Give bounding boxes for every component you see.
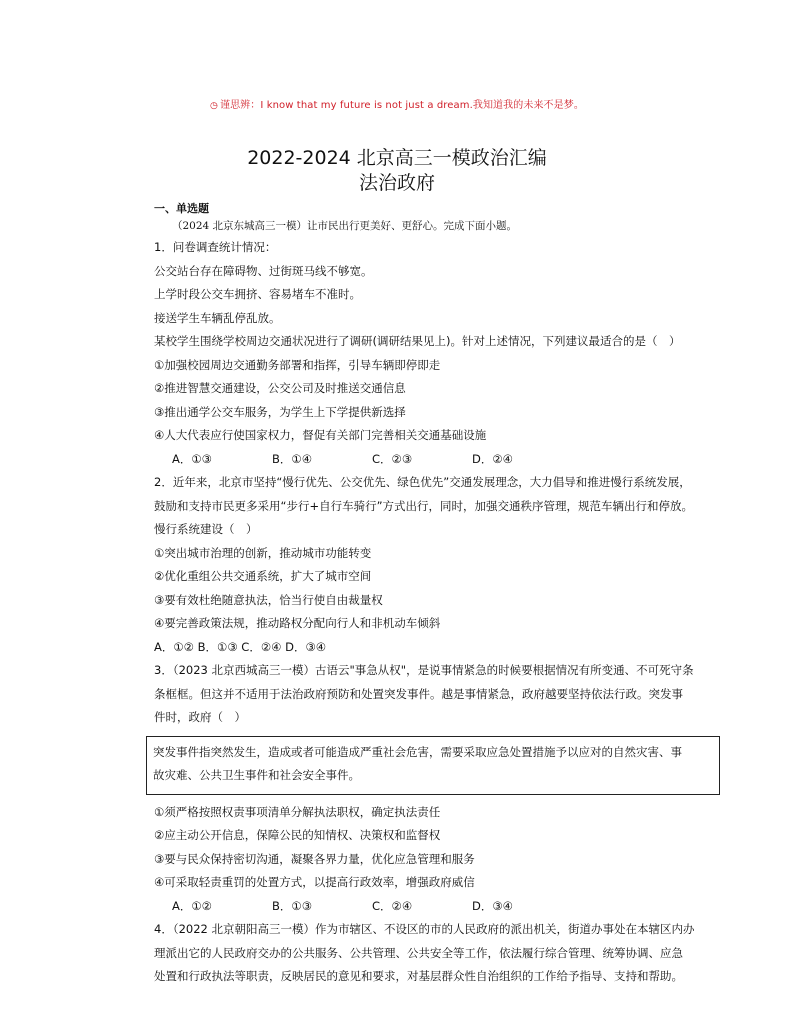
section-heading: 一、单选题 (154, 202, 209, 215)
document-body (154, 200, 714, 989)
title-line-1: 2022-2024 北京高三一模政治汇编 (247, 147, 547, 169)
header-note (0, 96, 794, 111)
q1-option-b: B．①④ (272, 451, 313, 466)
q2-item-3: ③要有效杜绝随意执法，恰当行使自由裁量权 (154, 592, 383, 607)
q3-material-box (146, 736, 720, 795)
q2-item-1: ①突出城市治理的创新，推动城市功能转变 (154, 545, 372, 560)
q2-stem-line-3: 慢行系统建设（ ） (154, 522, 258, 536)
q3-option-a: A．①② (172, 898, 212, 913)
q4-stem-line-3: 处置和行政执法等职责，反映居民的意见和要求，对基层群众性自治组织的工作给予指导、支持和帮助。 (154, 969, 683, 983)
q3-stem-line-1: 3．（2023 北京西城高三一模）古语云"事急从权"，是说事情紧急的时候要根据情况有所变通、不可死守条 (154, 663, 694, 677)
q1-question: 某校学生围绕学校周边交通状况进行了调研(调研结果见上)。针对上述情况，下列建议最适合的是（ ） (154, 334, 681, 348)
q1-option-d: D．②④ (472, 451, 513, 466)
q2-item-2: ②优化重组公共交通系统，扩大了城市空间 (154, 569, 372, 583)
q1-item-1: ①加强校园周边交通勤务部署和指挥，引导车辆即停即走 (154, 357, 441, 372)
document-title (0, 146, 794, 196)
q1-option-a: A．①③ (172, 451, 212, 466)
q3-stem-line-3: 件时，政府（ ） (154, 710, 246, 724)
question-1 (154, 236, 714, 471)
q3-item-4: ④可采取轻责重罚的处置方式，以提高行政效率，增强政府威信 (154, 875, 475, 889)
q4-stem-line-2: 理派出它的人民政府交办的公共服务、公共管理、公共安全等工作，依法履行综合管理、统筹协调、应急 (154, 945, 683, 960)
q1-stem: 1．问卷调查统计情况： (154, 240, 277, 254)
q3-item-2: ②应主动公开信息，保障公民的知情权、决策权和监督权 (154, 828, 441, 842)
q3-box-line-2: 故灾难、公共卫生事件和社会安全事件。 (153, 768, 360, 782)
q3-item-3: ③要与民众保持密切沟通，凝聚各界力量，优化应急管理和服务 (154, 851, 475, 866)
q3-item-1: ①须严格按照权责事项清单分解执法职权，确定执法责任 (154, 804, 441, 819)
q3-stem-line-2: 条框框。但这并不适用于法治政府预防和处置突发事件。越是事情紧急，政府越要坚持依法行政。突发事 (154, 686, 683, 701)
question-3 (154, 659, 714, 918)
q3-options (154, 895, 714, 919)
q3-box-line-1: 突发事件指突然发生，造成或者可能造成严重社会危害，需要采取应急处置措施予以应对的自然灾害、事 (153, 744, 682, 759)
clock-icon: ◷ (210, 101, 218, 111)
q2-stem-line-1: 2．近年来，北京市坚持“慢行优先、公交优先、绿色优先”交通发展理念，大力倡导和推进慢行系统发展， (154, 475, 691, 489)
question-4 (154, 918, 714, 989)
q1-options (154, 448, 714, 472)
q1-option-c: C．②③ (372, 451, 413, 466)
q1-item-4: ④人大代表应行使国家权力，督促有关部门完善相关交通基础设施 (154, 428, 487, 442)
question-2 (154, 471, 714, 659)
header-note-text: 谨思辨：I know that my future is not just a dream.我知道我的未来不是梦。 (219, 100, 584, 111)
q1-survey-2: 上学时段公交车拥挤、容易堵车不准时。 (154, 287, 361, 301)
q3-option-b: B．①③ (272, 898, 313, 913)
title-line-2: 法治政府 (358, 172, 435, 194)
q1-item-3: ③推出通学公交车服务，为学生上下学提供新选择 (154, 404, 406, 419)
q3-option-d: D．③④ (472, 898, 513, 913)
q1-survey-1: 公交站台存在障碍物、过街斑马线不够宽。 (154, 263, 373, 278)
q4-stem-line-1: 4．（2022 北京朝阳高三一模）作为市辖区、不设区的市的人民政府的派出机关，街道办事处在本辖区内办 (154, 922, 695, 936)
q3-option-c: C．②④ (372, 898, 413, 913)
q1-item-2: ②推进智慧交通建设，公交公司及时推送交通信息 (154, 381, 406, 395)
q1-survey-3: 接送学生车辆乱停乱放。 (154, 310, 281, 325)
q2-item-4: ④要完善政策法规，推动路权分配向行人和非机动车倾斜 (154, 616, 441, 630)
intro-text: （2024 北京东城高三一模）让市民出行更美好、更舒心。完成下面小题。 (172, 220, 518, 232)
q2-stem-line-2: 鼓励和支持市民更多采用“步行+自行车骑行”方式出行，同时，加强交通秩序管理，规范车辆出行和停放。 (154, 498, 694, 513)
q2-options: A．①② B．①③ C．②④ D．③④ (154, 639, 327, 654)
